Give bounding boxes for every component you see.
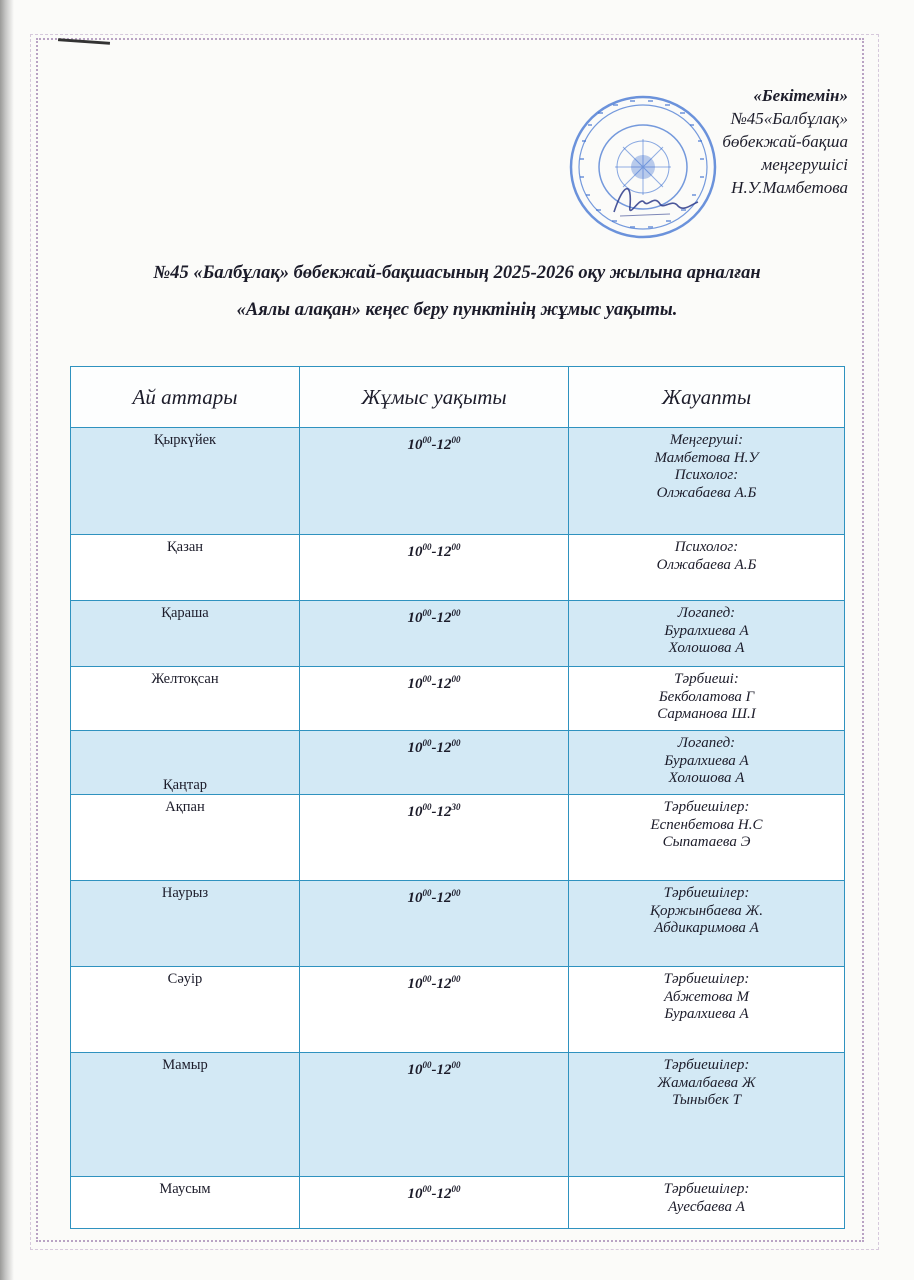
responsible-cell [569, 731, 845, 795]
table-row [71, 1177, 845, 1229]
responsible-person: Ауесбаева А [668, 1198, 745, 1215]
time-hours: 12 [436, 437, 452, 453]
responsible-role: Тәрбиешілер: [663, 1181, 750, 1197]
time-minutes: 00 [422, 1184, 432, 1194]
time-separator: - [431, 544, 437, 560]
work-time-cell [300, 731, 569, 795]
responsible-role: Логапед: [677, 735, 736, 751]
time-minutes: 00 [451, 1184, 461, 1194]
responsible-person: Психолог: [674, 467, 739, 483]
table-row [71, 967, 845, 1053]
table-row [71, 601, 845, 667]
responsible-role: Тәрбиешілер: [663, 885, 750, 901]
time-separator: - [431, 740, 437, 756]
work-time-cell [300, 795, 569, 881]
responsible-cell [569, 795, 845, 881]
approval-line: №45«Балбұлақ» [730, 109, 848, 128]
month-cell: Қаңтар [71, 731, 300, 795]
responsible-person: Бекболатова Г [658, 688, 755, 705]
time-separator: - [431, 437, 437, 453]
time-minutes: 00 [422, 974, 432, 984]
time-hours: 10 [407, 1186, 423, 1202]
time-hours: 10 [407, 676, 423, 692]
time-minutes: 00 [451, 888, 461, 898]
table-row [71, 795, 845, 881]
responsible-cell [569, 601, 845, 667]
responsible-person: Сарманова Ш.І [657, 706, 756, 722]
responsible-person: Мамбетова Н.У [654, 449, 759, 466]
time-hours: 10 [407, 437, 423, 453]
responsible-person: Сыпатаева Э [662, 834, 751, 850]
table-header-row [71, 367, 845, 428]
responsible-person: Буралхиева А [664, 752, 749, 769]
scan-edge-shadow [0, 0, 14, 1280]
time-hours: 10 [407, 976, 423, 992]
responsible-cell [569, 1053, 845, 1177]
time-minutes: 00 [422, 888, 432, 898]
time-separator: - [431, 676, 437, 692]
work-time-cell [300, 1053, 569, 1177]
responsible-role: Тәрбиешілер: [663, 799, 750, 815]
time-hours: 10 [407, 740, 423, 756]
time-hours: 10 [407, 610, 423, 626]
time-separator: - [431, 804, 437, 820]
responsible-cell [569, 967, 845, 1053]
responsible-person: Қоржынбаева Ж. [650, 902, 763, 919]
header-responsible: Жауапты [569, 367, 845, 428]
responsible-person: Буралхиева А [664, 1006, 749, 1022]
month-cell: Ақпан [71, 795, 300, 881]
work-time-cell [300, 428, 569, 535]
work-time-cell [300, 881, 569, 967]
header-work-time: Жұмыс уақыты [300, 367, 569, 428]
responsible-person: Олжабаева А.Б [656, 484, 757, 501]
document-title-line1: №45 «Балбұлақ» бөбекжай-бақшасының 2025-2026 оқу жылына арналған [153, 263, 761, 283]
time-separator: - [431, 610, 437, 626]
responsible-person: Буралхиева А [664, 622, 749, 639]
responsible-person: Жамалбаева Ж [657, 1074, 756, 1091]
time-minutes: 00 [451, 738, 461, 748]
work-time-cell [300, 1177, 569, 1229]
table-row [71, 535, 845, 601]
time-minutes: 30 [451, 802, 461, 812]
table-row [71, 667, 845, 731]
month-cell: Қазан [71, 535, 300, 601]
time-hours: 12 [436, 544, 452, 560]
time-separator: - [431, 1186, 437, 1202]
time-minutes: 00 [451, 542, 461, 552]
responsible-role: Тәрбиешілер: [663, 1057, 750, 1073]
responsible-person: Холошова А [668, 640, 745, 656]
responsible-person: Тыныбек Т [672, 1092, 741, 1108]
time-minutes: 00 [422, 542, 432, 552]
responsible-person: Еспенбетова Н.С [650, 816, 763, 833]
time-hours: 10 [407, 1062, 423, 1078]
month-cell: Қыркүйек [71, 428, 300, 535]
time-minutes: 00 [422, 608, 432, 618]
time-separator: - [431, 890, 437, 906]
time-minutes: 00 [451, 435, 461, 445]
time-minutes: 00 [422, 738, 432, 748]
responsible-person: Абжетова М [664, 988, 749, 1005]
responsible-cell [569, 667, 845, 731]
responsible-cell [569, 1177, 845, 1229]
time-minutes: 00 [451, 974, 461, 984]
month-cell: Желтоқсан [71, 667, 300, 731]
table-row [71, 881, 845, 967]
time-hours: 10 [407, 544, 423, 560]
responsible-cell [569, 535, 845, 601]
time-hours: 12 [436, 976, 452, 992]
approval-line: меңгерушісі [761, 155, 848, 174]
work-time-cell [300, 601, 569, 667]
month-cell: Сәуір [71, 967, 300, 1053]
time-hours: 10 [407, 804, 423, 820]
header-month: Ай аттары [71, 367, 300, 428]
time-separator: - [431, 1062, 437, 1078]
document-title-line2: «Аялы алақан» кеңес беру пунктінің жұмыс уақыты. [236, 300, 678, 320]
signature [610, 176, 700, 226]
time-hours: 12 [436, 1186, 452, 1202]
time-minutes: 00 [451, 674, 461, 684]
table-row [71, 731, 845, 795]
approval-signer: Н.У.Мамбетова [731, 178, 848, 197]
time-hours: 12 [436, 740, 452, 756]
approval-line: бөбекжай-бақша [722, 132, 848, 151]
month-cell: Қараша [71, 601, 300, 667]
schedule-table [70, 366, 845, 1229]
responsible-role: Меңгеруші: [669, 432, 744, 448]
responsible-person: Холошова А [668, 770, 745, 786]
time-minutes: 00 [451, 608, 461, 618]
time-minutes: 00 [451, 1060, 461, 1070]
approval-block [722, 84, 848, 199]
month-cell: Мамыр [71, 1053, 300, 1177]
table-row [71, 1053, 845, 1177]
time-hours: 10 [407, 890, 423, 906]
time-hours: 12 [436, 1062, 452, 1078]
approval-heading: «Бекітемін» [753, 86, 848, 105]
time-hours: 12 [436, 676, 452, 692]
responsible-role: Тәрбиеші: [674, 671, 739, 687]
responsible-role: Логапед: [677, 605, 736, 621]
time-separator: - [431, 976, 437, 992]
work-time-cell [300, 967, 569, 1053]
responsible-role: Психолог: [674, 539, 739, 555]
time-hours: 12 [436, 890, 452, 906]
time-minutes: 00 [422, 435, 432, 445]
month-cell: Маусым [71, 1177, 300, 1229]
time-minutes: 00 [422, 674, 432, 684]
time-minutes: 00 [422, 1060, 432, 1070]
month-cell: Наурыз [71, 881, 300, 967]
time-hours: 12 [436, 610, 452, 626]
responsible-cell [569, 428, 845, 535]
time-hours: 12 [436, 804, 452, 820]
responsible-person: Абдикаримова А [654, 920, 759, 936]
responsible-person: Олжабаева А.Б [656, 556, 757, 573]
responsible-cell [569, 881, 845, 967]
responsible-role: Тәрбиешілер: [663, 971, 750, 987]
time-minutes: 00 [422, 802, 432, 812]
table-row [71, 428, 845, 535]
work-time-cell [300, 667, 569, 731]
work-time-cell [300, 535, 569, 601]
